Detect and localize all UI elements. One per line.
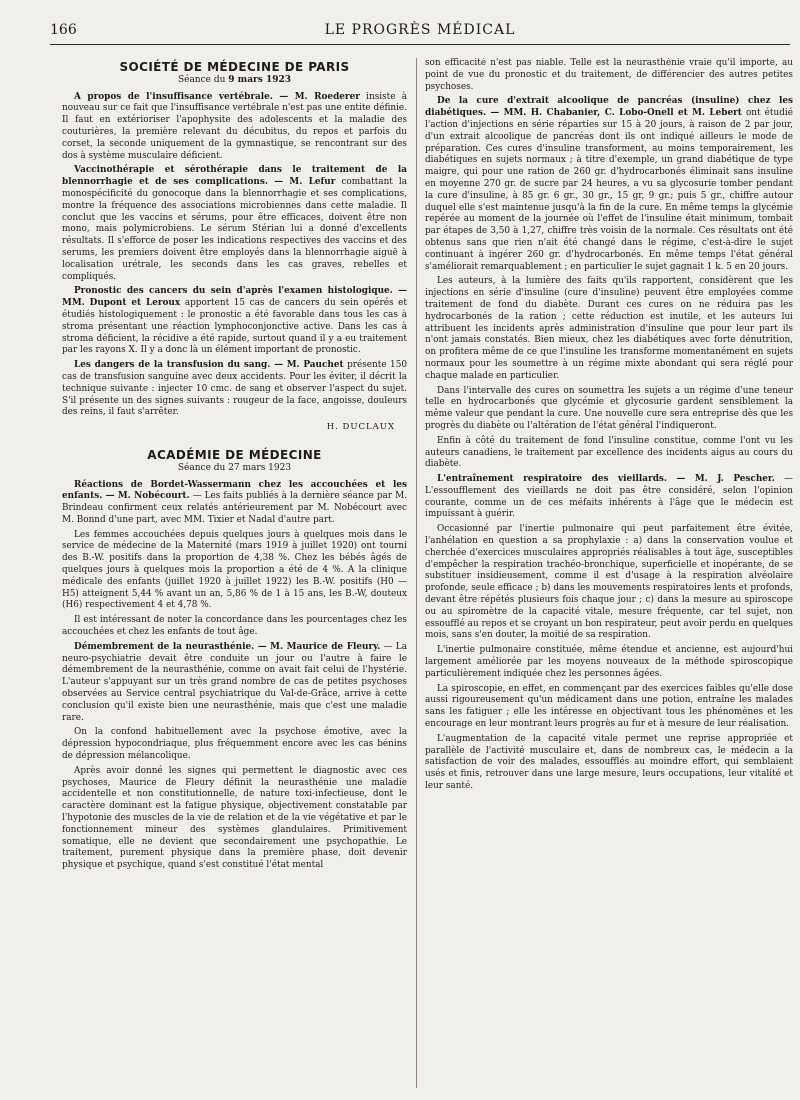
article-paragraph — [62, 642, 407, 725]
article-body: apportent 15 cas de cancers du sein opérés et étudiés histologiquement : le pronostic a été favorable dans tous les cas à stroma présentant une réaction lymphoconjonctive active. Dans les cas à stroma déficient, la récidive a été rapide, surtout quand il y a eu traitement par les rayons X. Il y a donc là un élément important de pronostic. — [62, 298, 407, 356]
article-paragraph — [62, 766, 407, 872]
article-title: Réactions de Bordet-Wassermann chez les accouchées et les enfants. — M. Nobécourt. — [62, 479, 407, 502]
article-paragraph — [62, 480, 407, 527]
article-body: insiste à nouveau sur ce fait que l'insuffisance vertébrale n'est pas une entite définie. Il faut en extérioriser l'apophysite des adolescents et la maladie des couturières, la première relevant du décubitus, du repos et parfois du corset, la seconde uniquement de la gymnastique, se rencontrant sur des dos à système musculaire déficient. — [62, 91, 407, 161]
page-number: 166 — [50, 22, 77, 38]
societe-articles — [62, 92, 407, 420]
article-paragraph — [425, 645, 793, 680]
article-title: De la cure d'extrait alcoolique de pancréas (insuline) chez les diabétiques. — MM. H. Chabanier, C. Lobo-Onell et M. Lebert — [425, 96, 793, 119]
article-paragraph — [425, 684, 793, 731]
article-title: Pronostic des cancers du sein d'après l'examen histologique. — MM. Dupont et Leroux — [62, 286, 407, 309]
article-body: Occasionné par l'inertie pulmonaire qui peut parfaitement être évitée, l'anhélation en question a sa prophylaxie : a) dans la conservation voulue et cherchée d'exercices musculaires appropriés réalisables à tout âge, susceptibles d'empêcher la respiration trachéo-bronchique, superficielle et inopérante, de se substituer insidieusement, comme il est d'usage à la respiration alvéolaire profonde, seule efficace ; b) dans les mouvements respiratoires lents et profonds, devant être répétés plusieurs fois chaque jour ; c) dans la mesure au spiroscope ou au spiromètre de la capacité vitale, mesure fréquente, car tel sujet, non essoufflé au repos et se croyant un bon respirateur, peut avoir perdu en quelques mois, sans s'en douter, la moitié de sa respiration. — [425, 524, 793, 641]
societe-session-prefix: Séance du — [177, 74, 226, 85]
article-body: Les femmes accouchées depuis quelques jours à quelques mois dans le service de médecine de la Maternité (mars 1919 à juillet 1920) ont tourni des B.-W. positifs dans la proportion de 4,38 %. Chez les bébés âgés de quelques jours à quelques mois la proportion a été de 4 %. A la clinique médicale des enfants (juillet 1920 à juillet 1922) les B.-W. positifs (H0 — H5) atteignent 5,44 % avant un an, 5,86 % de 1 à 15 ans, les B.-W, douteux (H6) respectivement 4 et 4,78 %. — [62, 529, 407, 611]
article-body: — Les faits publiés à la dernière séance par M. Brindeau confirment ceux relatés antérieurement par M. Nobécourt avec M. Bonnd d'une part, avec MM. Tixier et Nadal d'autre part. — [62, 491, 407, 525]
right-articles — [425, 58, 793, 793]
article-body: Dans l'intervalle des cures on soumettra les sujets a un régime d'une teneur telle en hydrocarbonés que glycémie et glycosurie gardent sensiblement la même valeur que pendant la cure. Une nouvelle cure sera entreprise dès que les progrès du diabète ou l'altération de l'état général l'indiqueront. — [425, 385, 793, 431]
article-body: Il est intéressant de noter la concordance dans les pourcentages chez les accouchées et chez les enfants de tout âge. — [62, 615, 407, 638]
article-title: Démembrement de la neurasthénie. — M. Maurice de Fleury. — [74, 641, 381, 652]
article-title: L'entraînement respiratoire des vieillards. — M. J. Pescher. — [437, 474, 775, 485]
academie-heading: ACADÉMIE DE MÉDECINE — [147, 447, 322, 462]
article-paragraph — [62, 286, 407, 357]
article-paragraph — [425, 734, 793, 793]
article-body: — L'essoufflement des vieillards ne doit pas être considéré, selon l'opinion courante, comme un de ces méfaits inhérents à l'âge que le médecin est impuissant à guérir. — [425, 474, 793, 520]
article-title: Les dangers de la transfusion du sang. — M. Pauchet — [74, 360, 344, 371]
article-body: L'augmentation de la capacité vitale permet une reprise appropriée et parallèle de l'activité musculaire et, dans de nombreux cas, le médecin a la satisfaction de voir des malades, essoufflés au moindre effort, qui semblaient usés et finis, retrouver dans une large mesure, leurs occupations, leur vitalité et leur santé. — [425, 733, 793, 792]
article-paragraph — [62, 165, 407, 283]
page-header — [50, 20, 790, 45]
article-paragraph — [62, 92, 407, 163]
article-paragraph — [62, 727, 407, 762]
article-paragraph — [425, 58, 793, 93]
article-title: Vaccinothérapie et sérothérapie dans le traitement de la blennorrhagie et de ses complications. — M. Lefur — [62, 165, 407, 188]
article-body: Après avoir donné les signes qui permettent le diagnostic avec ces psychoses, Maurice de Fleury définit la neurasthénie une maladie accidentelle et non constitutionnelle, de nature toxi-infectieuse, dont le caractère dominant est la fatigue physique, objectivement constatable par l'hypotonie des muscles de la vie de relation et de la vie végétative et par le fonctionnement mineur des systèmes glandulaires. Primitivement somatique, elle ne devient que secondairement une psychopathie. Le traitement, purement physique dans la première phase, doit devenir physique et psychique, quand s'est constitué l'état mental — [62, 765, 407, 871]
article-paragraph — [62, 530, 407, 613]
article-body: présente 150 cas de transfusion sanguine avec deux accidents. Pour les éviter, il décrit la technique suivante : injecter 10 cmc. de sang et observer l'aspect du sujet. S'il présente un des signes suivants : rougeur de la face, angoisse, douleurs des reins, il faut s'arrêter. — [62, 360, 407, 418]
article-paragraph — [425, 474, 793, 521]
article-title: A propos de l'insuffisance vertébrale. — M. Roederer — [74, 91, 360, 102]
article-body: La spiroscopie, en effet, en commençant par des exercices faibles qu'elle dose aussi rigoureusement qu'un médicament dans une potion, entraîne les malades sans les fatiguer ; elle les intéresse en objectivant tous les phénomènes et les encourage en leur montrant leurs progrès au fur et à mesure de leur réalisation. — [425, 683, 793, 730]
article-paragraph — [425, 436, 793, 471]
societe-session-date: 9 mars 1923 — [228, 74, 292, 85]
societe-heading: SOCIÉTÉ DE MÉDECINE DE PARIS — [119, 60, 350, 74]
article-body: ont étudié l'action d'injections en série réparties sur 15 à 20 jours, à raison de 2 par jour, d'un extrait alcoolique de pancréas dont ils ont indiqué ailleurs le mode de préparation. Ces cures d'insuline transforment, au moins temporairement, les diabétiques en sujets normaux ; à titre d'exemple, un grand diabétique de type maigre, qui pour une ration de 260 gr. d'hydrocarbonés éliminait sans insuline en moyenne 270 gr. de sucre par 24 heures, a vu sa glycosurie tomber pendant la cure d'insuline, à 85 gr. 6 gr., 30 gr., 15 gr, 9 gr.; puis 5 gr., chiffre autour duquel elle s'est maintenue jusqu'à la fin de la cure. En même temps la glycémie repérée au moment de la journée où l'effet de l'insuline était minimum, tombait par étapes de 3,50 à 1,27, chiffre très voisin de la normale. Ces résultats ont été obtenus sans que rien n'ait été changé dans le régime, c'est-à-dire le sujet continuant à ingérer 260 gr. d'hydrocarbonés. En même temps l'état général s'améliorait remarquablement ; en particulier le sujet gagnait 1 k. 5 en 20 jours. — [425, 108, 793, 272]
article-body: On la confond habituellement avec la psychose émotive, avec la dépression hypocondriaque, plus fréquemment encore avec les cas bénins de dépression mélancolique. — [62, 727, 407, 762]
journal-title: LE PROGRÈS MÉDICAL — [324, 22, 516, 38]
article-paragraph — [62, 360, 407, 419]
column-divider — [416, 58, 417, 1088]
societe-session — [62, 75, 407, 87]
article-body: Enfin à côté du traitement de fond l'insuline constitue, comme l'ont vu les auteurs canadiens, le traitement par excellence des incidents aigus au cours du diabète. — [425, 435, 793, 470]
article-body: Les auteurs, à la lumière des faits qu'ils rapportent, considèrent que les injections en série d'insuline (cure d'insuline) peuvent être employées comme traitement de fond du diabète. Durant ces cures on ne réduira pas les hydrocarbonés de la ration ; cette réduction est inutile, et les auteurs lui attribuent les incidents après administration d'insuline que pour leur part ils n'ont jamais constatés. Bien mieux, chez les diabétiques avec forte dénutrition, on profitera même de ce que l'insuline les transforme momentanément en sujets normaux pour les soumettre à un régime mixte abondant qui sera réglé pour chaque malade en particulier. — [425, 276, 793, 381]
academie-session: Séance du 27 mars 1923 — [177, 462, 292, 473]
article-body: combattant la monospécificité du gonocoque dans la blennorrhagie et ses complications, montre la fréquence des associations microbiennes dans cette maladie. Il conclut que les vaccins et sérums, pour être efficaces, doivent être non mono, mais polymicrobiens. Le sérum Stérian lui a donné d'excellents résultats. Il s'efforce de poser les indications respectives des vaccins et des serums, les premiers doivent être employés dans la blennorrhagie aiguë à localisation urétrale, les seconds dans les cas graves, rebelles et compliqués. — [62, 177, 407, 282]
article-paragraph — [425, 386, 793, 433]
right-column — [425, 58, 793, 1088]
signature: H. DUCLAUX — [326, 422, 395, 433]
article-body: — La neuro-psychiatrie devait être conduite un jour ou l'autre à faire le démembrement de la neurasthénie, comme on avait fait celui de l'hystérie. L'auteur s'appuyant sur un très grand nombre de cas de petites psychoses observées au Service central psychiatrique du Val-de-Grâce, arrive à cette conclusion qu'il existe bien une neurasthénie, mais que c'est une maladie rare. — [62, 641, 407, 723]
academie-articles — [62, 480, 407, 873]
article-body: L'inertie pulmonaire constituée, même étendue et ancienne, est aujourd'hui largement améliorée par les moyens nouveaux de la méthode spiroscopique particulièrement indiquée chez les personnes âgées. — [425, 645, 793, 679]
article-paragraph — [425, 524, 793, 642]
article-paragraph — [425, 276, 793, 382]
article-paragraph — [425, 96, 793, 273]
article-paragraph — [62, 615, 407, 639]
left-column — [62, 58, 407, 1088]
article-body: son efficacité n'est pas niable. Telle est la neurasthénie vraie qu'il importe, au point de vue du pronostic et du traitement, de différencier des autres petites psychoses. — [425, 58, 793, 92]
